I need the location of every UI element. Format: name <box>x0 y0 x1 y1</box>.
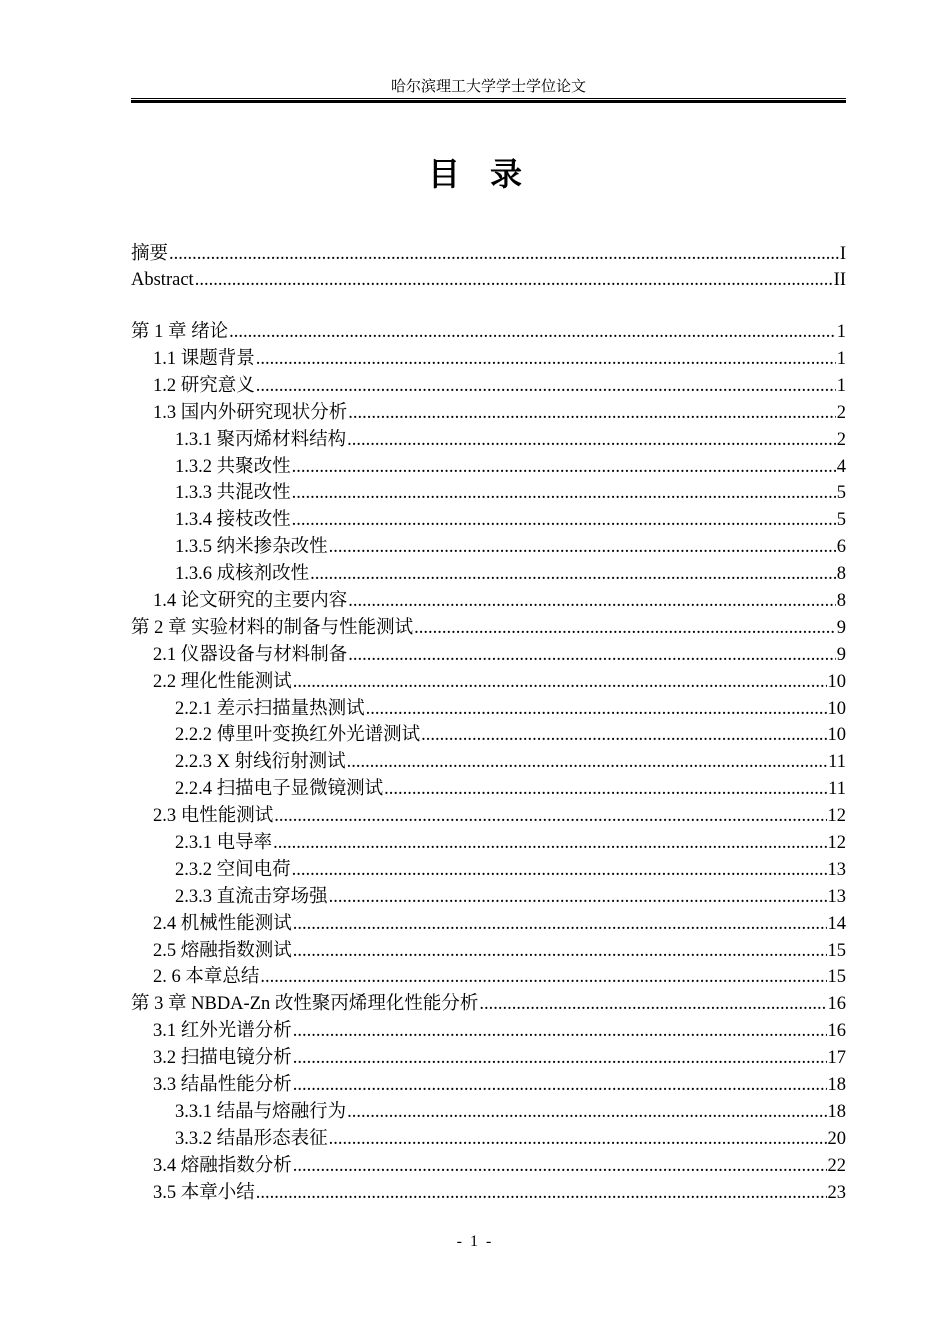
toc-entry[interactable] <box>131 346 846 372</box>
toc-entry-label: 2.3.1 电导率 <box>175 833 273 853</box>
toc-leader <box>329 884 827 910</box>
toc-entry-page: 8 <box>836 591 846 611</box>
toc-entry-label: 1.2 研究意义 <box>153 376 255 396</box>
toc-entry[interactable] <box>131 696 846 722</box>
toc-entry-page: 9 <box>836 645 846 665</box>
toc-leader <box>348 588 835 614</box>
toc-entry[interactable] <box>131 1153 846 1179</box>
toc-entry[interactable] <box>131 776 846 802</box>
toc-entry-page: 23 <box>827 1183 846 1203</box>
toc-entry-page: 16 <box>827 994 846 1014</box>
toc-entry-label: 2.2.1 差示扫描量热测试 <box>175 699 365 719</box>
toc-leader <box>293 938 827 964</box>
toc-entry[interactable] <box>131 911 846 937</box>
toc-entry-label: 1.4 论文研究的主要内容 <box>153 591 348 611</box>
toc-entry-label: 3.1 红外光谱分析 <box>153 1021 292 1041</box>
toc-entry[interactable] <box>131 373 846 399</box>
toc-entry-page: 11 <box>828 752 846 772</box>
toc-entry-label: 1.3.3 共混改性 <box>175 483 291 503</box>
toc-entry[interactable] <box>131 400 846 426</box>
toc-entry-page: 12 <box>827 806 846 826</box>
toc-entry-page: 15 <box>827 967 846 987</box>
toc-leader <box>292 480 836 506</box>
toc-entry-label: 3.3.2 结晶形态表征 <box>175 1129 328 1149</box>
toc-leader <box>195 267 833 293</box>
toc-leader <box>292 507 836 533</box>
toc-entry-page: 18 <box>827 1075 846 1095</box>
toc-entry-label: 2.4 机械性能测试 <box>153 914 292 934</box>
toc-entry-label: 3.5 本章小结 <box>153 1183 255 1203</box>
toc-entry[interactable] <box>131 1180 846 1206</box>
toc-leader <box>347 427 836 453</box>
toc-entry-page: 15 <box>827 941 846 961</box>
toc-entry-page: 13 <box>827 887 846 907</box>
toc-entry-label: 2.3.3 直流击穿场强 <box>175 887 328 907</box>
toc-leader <box>229 319 836 345</box>
toc-entry-page: 5 <box>836 483 846 503</box>
toc-entry[interactable] <box>131 1126 846 1152</box>
toc-entry[interactable] <box>131 319 846 345</box>
toc-entry-label: 1.3.6 成核剂改性 <box>175 564 310 584</box>
toc-entry[interactable] <box>131 427 846 453</box>
toc-entry-label: 2.2.3 X 射线衍射测试 <box>175 752 346 772</box>
toc-entry-page: II <box>833 270 846 290</box>
toc-leader <box>348 642 835 668</box>
toc-entry[interactable] <box>131 830 846 856</box>
toc-entry-page: 2 <box>836 430 846 450</box>
toc-entry-label: Abstract <box>131 270 194 290</box>
toc-entry[interactable] <box>131 1018 846 1044</box>
toc-entry-label: 3.4 熔融指数分析 <box>153 1156 292 1176</box>
toc-leader <box>421 722 826 748</box>
toc-entry-page: 10 <box>827 672 846 692</box>
toc-entry[interactable] <box>131 241 846 267</box>
toc-entry-label: 2.1 仪器设备与材料制备 <box>153 645 348 665</box>
toc-entry[interactable] <box>131 1045 846 1071</box>
toc-leader <box>292 454 836 480</box>
toc-entry-page: 8 <box>836 564 846 584</box>
toc-leader <box>414 615 836 641</box>
toc-entry-page: 1 <box>836 349 846 369</box>
toc-entry[interactable] <box>131 857 846 883</box>
toc-leader <box>260 964 826 990</box>
toc-entry-page: 4 <box>836 457 846 477</box>
running-header: 哈尔滨理工大学学士学位论文 <box>390 79 586 95</box>
toc-entry-page: 17 <box>827 1048 846 1068</box>
toc-entry[interactable] <box>131 1099 846 1125</box>
toc-leader <box>293 1153 827 1179</box>
toc-entry[interactable] <box>131 454 846 480</box>
toc-leader <box>293 1045 827 1071</box>
toc-entry-page: 1 <box>836 322 846 342</box>
header-rule-thin <box>131 98 846 99</box>
toc-entry-page: 9 <box>836 618 846 638</box>
toc-leader <box>293 911 827 937</box>
toc-entry-page: I <box>839 244 846 264</box>
toc-entry-label: 摘要 <box>131 244 169 264</box>
toc-entry-page: 18 <box>827 1102 846 1122</box>
toc-entry-label: 第 2 章 实验材料的制备与性能测试 <box>131 618 414 638</box>
toc-leader <box>292 857 827 883</box>
toc-leader <box>348 400 835 426</box>
toc-leader <box>256 346 836 372</box>
toc-entry-page: 6 <box>836 537 846 557</box>
toc-entry-page: 20 <box>827 1129 846 1149</box>
toc-entry[interactable] <box>131 642 846 668</box>
toc-leader <box>293 669 827 695</box>
toc-entry[interactable] <box>131 669 846 695</box>
toc-leader <box>329 1126 827 1152</box>
header-rule-thick <box>131 100 846 103</box>
toc-leader <box>169 241 839 267</box>
toc-entry[interactable] <box>131 803 846 829</box>
toc-entry-page: 2 <box>836 403 846 423</box>
toc-entry-label: 第 1 章 绪论 <box>131 322 229 342</box>
toc-entry[interactable] <box>131 884 846 910</box>
toc-leader <box>256 1180 827 1206</box>
toc-leader <box>293 1018 827 1044</box>
toc-leader <box>384 776 827 802</box>
toc-entry-page: 1 <box>836 376 846 396</box>
toc-leader <box>479 991 826 1017</box>
toc-entry[interactable] <box>131 964 846 990</box>
toc-entry-page: 10 <box>827 699 846 719</box>
page-title: 目录 <box>427 155 552 193</box>
toc-entry[interactable] <box>131 561 846 587</box>
toc-entry[interactable] <box>131 507 846 533</box>
toc-entry-label: 1.1 课题背景 <box>153 349 255 369</box>
toc-entry-page: 10 <box>827 725 846 745</box>
toc-entry-label: 1.3.5 纳米掺杂改性 <box>175 537 328 557</box>
toc-entry[interactable] <box>131 991 846 1017</box>
toc-entry[interactable] <box>131 938 846 964</box>
toc-entry[interactable] <box>131 588 846 614</box>
toc-leader <box>273 830 826 856</box>
toc-entry-label: 1.3.1 聚丙烯材料结构 <box>175 430 347 450</box>
toc-entry-label: 1.3 国内外研究现状分析 <box>153 403 348 423</box>
toc-entry[interactable] <box>131 267 846 293</box>
toc-entry[interactable] <box>131 480 846 506</box>
toc-leader <box>256 373 836 399</box>
toc-entry-page: 11 <box>828 779 846 799</box>
toc-entry-page: 13 <box>827 860 846 880</box>
toc-entry-label: 2.2.2 傅里叶变换红外光谱测试 <box>175 725 421 745</box>
toc-entry-label: 2. 6 本章总结 <box>153 967 260 987</box>
page-number: - 1 - <box>456 1233 494 1250</box>
toc-entry-page: 16 <box>827 1021 846 1041</box>
toc-entry-label: 2.2.4 扫描电子显微镜测试 <box>175 779 384 799</box>
toc-entry-label: 2.3 电性能测试 <box>153 806 274 826</box>
toc-entry-label: 3.2 扫描电镜分析 <box>153 1048 292 1068</box>
toc-entry-page: 22 <box>827 1156 846 1176</box>
toc-entry[interactable] <box>131 615 846 641</box>
toc-entry-label: 1.3.2 共聚改性 <box>175 457 291 477</box>
toc-entry-page: 12 <box>827 833 846 853</box>
toc-leader <box>347 749 828 775</box>
toc-entry-label: 2.2 理化性能测试 <box>153 672 292 692</box>
toc-entry-label: 1.3.4 接枝改性 <box>175 510 291 530</box>
toc-leader <box>347 1099 826 1125</box>
toc-leader <box>293 1072 827 1098</box>
toc-entry-label: 3.3 结晶性能分析 <box>153 1075 292 1095</box>
toc-leader <box>310 561 836 587</box>
toc-entry[interactable] <box>131 1072 846 1098</box>
toc-entry-page: 5 <box>836 510 846 530</box>
toc-entry-page: 14 <box>827 914 846 934</box>
toc-entry[interactable] <box>131 722 846 748</box>
toc-entry-label: 2.5 熔融指数测试 <box>153 941 292 961</box>
toc-entry[interactable] <box>131 749 846 775</box>
toc-leader <box>329 534 836 560</box>
toc-entry-label: 3.3.1 结晶与熔融行为 <box>175 1102 347 1122</box>
toc-entry[interactable] <box>131 534 846 560</box>
toc-entry-label: 第 3 章 NBDA-Zn 改性聚丙烯理化性能分析 <box>131 994 479 1014</box>
toc-leader <box>274 803 826 829</box>
toc-entry-label: 2.3.2 空间电荷 <box>175 860 291 880</box>
toc-leader <box>366 696 827 722</box>
